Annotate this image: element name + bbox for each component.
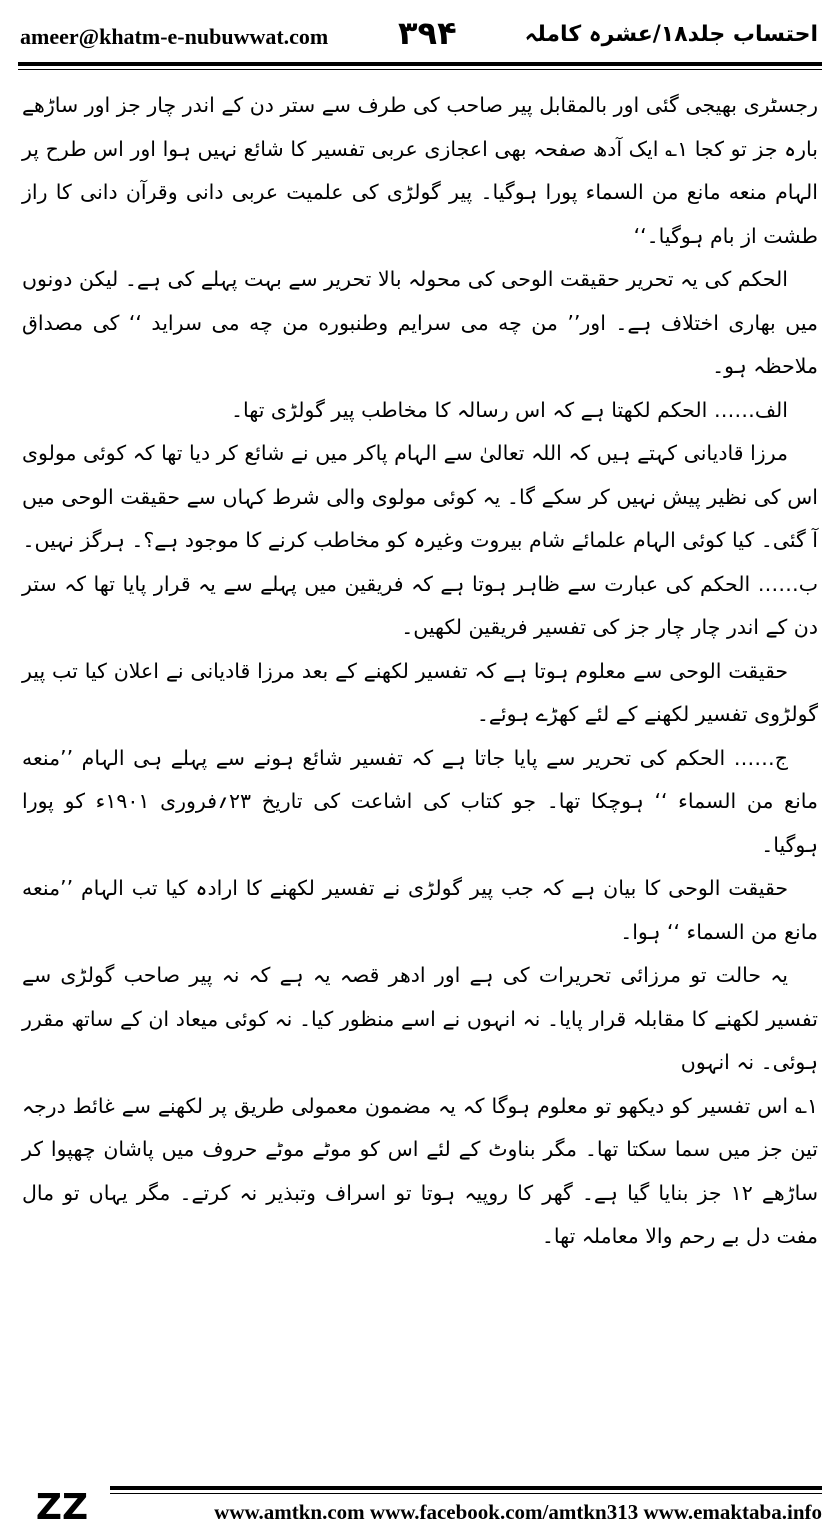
paragraph-6: حقیقت الوحی سے معلوم ہوتا ہے کہ تفسیر لکھنے کے بعد مرزا قادیانی نے اعلان کیا تب پیر گولڑوی تفسیر لکھنے کے لئے کھڑے ہوئے۔ <box>22 658 818 726</box>
paragraph-2: الحکم کی یہ تحریر حقیقت الوحی کی محولہ بالا تحریر سے بہت پہلے کی ہے۔ لیکن دونوں میں بھاری اختلاف ہے۔ اور’’ من چه می سرایم وطنبوره من چه می سراید ‘‘ کی مصداق ملاحظہ ہو۔ <box>22 267 818 378</box>
footer-marker: ZZ <box>35 1487 89 1528</box>
footer-links[interactable]: www.amtkn.com www.facebook.com/amtkn313 www.emaktaba.info <box>214 1500 822 1524</box>
footer-rule-thin <box>110 1493 822 1494</box>
paragraph-1: رجسٹری بھیجی گئی اور بالمقابل پیر صاحب کی طرف سے ستر دن کے اندر چار جز اور ساڑھے بارہ جز تو کجا ۱؎ ایک آدھ صفحہ بھی اعجازی عربی تفسیر کا شائع نہیں ہوا اور اس طرح پر الہام منعه مانع من السماء پورا ہوگیا۔ پیر گولڑی کی علمیت عربی دانی وقرآن دانی کا راز طشت از بام ہوگیا۔‘‘ <box>22 93 818 248</box>
footer-logo <box>18 1486 106 1530</box>
footer-rule-thick <box>110 1486 822 1490</box>
header-rule-thin <box>18 69 822 70</box>
page-number: ۳۹۴ <box>398 14 457 52</box>
paragraph-9: یہ حالت تو مرزائی تحریرات کی ہے اور ادھر قصہ یہ ہے کہ نہ پیر صاحب گولڑی سے تفسیر لکھنے کا مقابلہ قرار پایا۔ نہ انہوں نے اسے منظور کیا۔ نہ کوئی میعاد ان کے ساتھ مقرر ہوئی۔ نہ انہوں <box>22 963 818 1074</box>
page-body <box>22 84 818 1259</box>
footnote <box>22 1085 818 1259</box>
page-header <box>18 14 822 54</box>
book-title: احتساب جلد۱۸/عشرہ کاملہ <box>524 22 818 47</box>
paragraph-jeem: ج…… الحکم کی تحریر سے پایا جاتا ہے کہ تفسیر شائع ہونے سے پہلے ہی الہام ’’منعه مانع من السماء ‘‘ ہوچکا تھا۔ جو کتاب کی اشاعت کی تاریخ ۲۳؍فروری ۱۹۰۱ء کو پورا ہوگیا۔ <box>22 745 818 857</box>
paragraph-8: حقیقت الوحی کا بیان ہے کہ جب پیر گولڑی نے تفسیر لکھنے کا ارادہ کیا تب الہام ’’منعه مانع من السماء ‘‘ ہوا۔ <box>22 876 818 944</box>
paragraph-4: مرزا قادیانی کہتے ہیں کہ اللہ تعالیٰ سے الہام پاکر میں نے شائع کر دیا تھا کہ کوئی مولوی اس کی نظیر پیش نہیں کر سکے گا۔ یہ کوئی مولوی والی شرط کہاں سے حقیقت الوحی میں آ گئی۔ کیا کوئی الہام علمائے شام بیروت وغیرہ کو مخاطب کرنے کا موجود ہے؟۔ ہرگز نہیں۔ <box>22 441 818 552</box>
header-email: ameer@khatm-e-nubuwwat.com <box>20 24 329 49</box>
paragraph-be: ب…… الحکم کی عبارت سے ظاہر ہوتا ہے کہ فریقین میں پہلے سے یہ قرار پایا تھا کہ ستر دن کے اندر چار چار جز کی تفسیر فریقین لکھیں۔ <box>22 571 818 639</box>
paragraph-alif: الف…… الحکم لکھتا ہے کہ اس رسالہ کا مخاطب پیر گولڑی تھا۔ <box>230 397 788 422</box>
footnote-text: ۱؎ اس تفسیر کو دیکھو تو معلوم ہوگا کہ یہ مضمون معمولی طریق پر لکھنے سے غائط درجہ تین جز میں سما سکتا تھا۔ مگر بناوٹ کے لئے اس کو موٹے موٹے حروف میں پاشان چھپوا کر ساڑھے ۱۲ جز بنایا گیا ہے۔ گھر کا روپیہ ہوتا تو اسراف وتبذیر نہ کرتے۔ مگر یہاں تو مال مفت دل بے رحم والا معاملہ تھا۔ <box>22 1093 818 1248</box>
header-rule-thick <box>18 62 822 66</box>
